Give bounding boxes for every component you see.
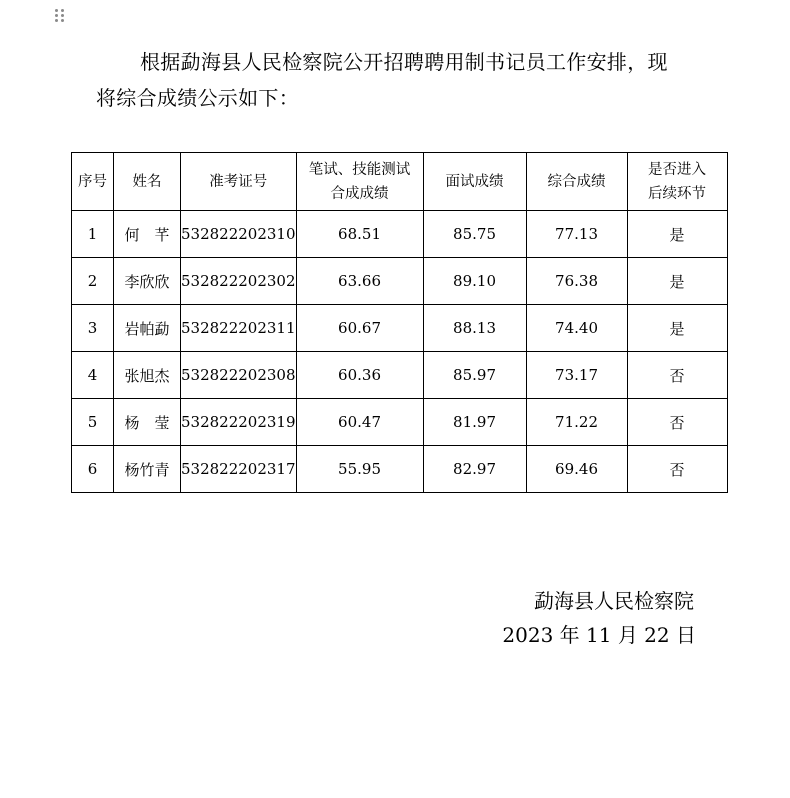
cell-no: 6	[72, 446, 114, 493]
cell-interview: 85.75	[423, 211, 526, 258]
intro-paragraph	[96, 44, 706, 116]
cell-written: 60.67	[296, 305, 423, 352]
cell-written: 60.36	[296, 352, 423, 399]
cell-name: 何 芊	[114, 211, 181, 258]
cell-total: 77.13	[526, 211, 627, 258]
cell-written: 63.66	[296, 258, 423, 305]
cell-no: 1	[72, 211, 114, 258]
cell-interview: 89.10	[423, 258, 526, 305]
header-advance-line-2: 后续环节	[648, 185, 707, 202]
cell-total: 74.40	[526, 305, 627, 352]
cell-interview: 81.97	[423, 399, 526, 446]
cell-name: 岩帕勐	[114, 305, 181, 352]
cell-advance: 是	[627, 305, 727, 352]
table-row	[72, 305, 728, 352]
cell-no: 5	[72, 399, 114, 446]
cell-advance: 否	[627, 446, 727, 493]
table-row	[72, 258, 728, 305]
header-total: 综合成绩	[526, 153, 627, 211]
table-row	[72, 399, 728, 446]
cell-id: 532822202310	[181, 211, 297, 258]
cell-advance: 是	[627, 211, 727, 258]
cell-total: 69.46	[526, 446, 627, 493]
header-id: 准考证号	[181, 153, 297, 211]
score-table	[71, 152, 728, 493]
signature-org: 勐海县人民检察院	[534, 589, 694, 613]
header-name: 姓名	[114, 153, 181, 211]
drag-handle-icon[interactable]	[55, 9, 65, 25]
cell-name: 李欣欣	[114, 258, 181, 305]
header-written-line-1: 笔试、技能测试	[308, 161, 411, 178]
cell-id: 532822202308	[181, 352, 297, 399]
cell-written: 60.47	[296, 399, 423, 446]
intro-line-1: 根据勐海县人民检察院公开招聘聘用制书记员工作安排，现	[140, 50, 668, 74]
cell-interview: 82.97	[423, 446, 526, 493]
cell-name: 张旭杰	[114, 352, 181, 399]
cell-no: 4	[72, 352, 114, 399]
table-row	[72, 352, 728, 399]
cell-total: 71.22	[526, 399, 627, 446]
cell-id: 532822202302	[181, 258, 297, 305]
header-advance	[627, 153, 727, 211]
table-row	[72, 211, 728, 258]
cell-interview: 85.97	[423, 352, 526, 399]
cell-id: 532822202311	[181, 305, 297, 352]
intro-line-2: 将综合成绩公示如下：	[96, 86, 299, 110]
cell-advance: 否	[627, 399, 727, 446]
header-written-line-2: 合成成绩	[330, 185, 389, 202]
cell-total: 73.17	[526, 352, 627, 399]
signature-block	[500, 584, 696, 652]
cell-no: 2	[72, 258, 114, 305]
cell-interview: 88.13	[423, 305, 526, 352]
cell-id: 532822202317	[181, 446, 297, 493]
header-no: 序号	[72, 153, 114, 211]
cell-id: 532822202319	[181, 399, 297, 446]
header-advance-line-1: 是否进入	[648, 161, 707, 178]
signature-date: 2023 年 11 月 22 日	[502, 623, 696, 647]
table-row	[72, 446, 728, 493]
cell-total: 76.38	[526, 258, 627, 305]
cell-name: 杨 莹	[114, 399, 181, 446]
table-header-row	[72, 153, 728, 211]
cell-advance: 是	[627, 258, 727, 305]
header-interview: 面试成绩	[423, 153, 526, 211]
header-written	[296, 153, 423, 211]
cell-name: 杨竹青	[114, 446, 181, 493]
cell-written: 55.95	[296, 446, 423, 493]
cell-written: 68.51	[296, 211, 423, 258]
cell-no: 3	[72, 305, 114, 352]
cell-advance: 否	[627, 352, 727, 399]
